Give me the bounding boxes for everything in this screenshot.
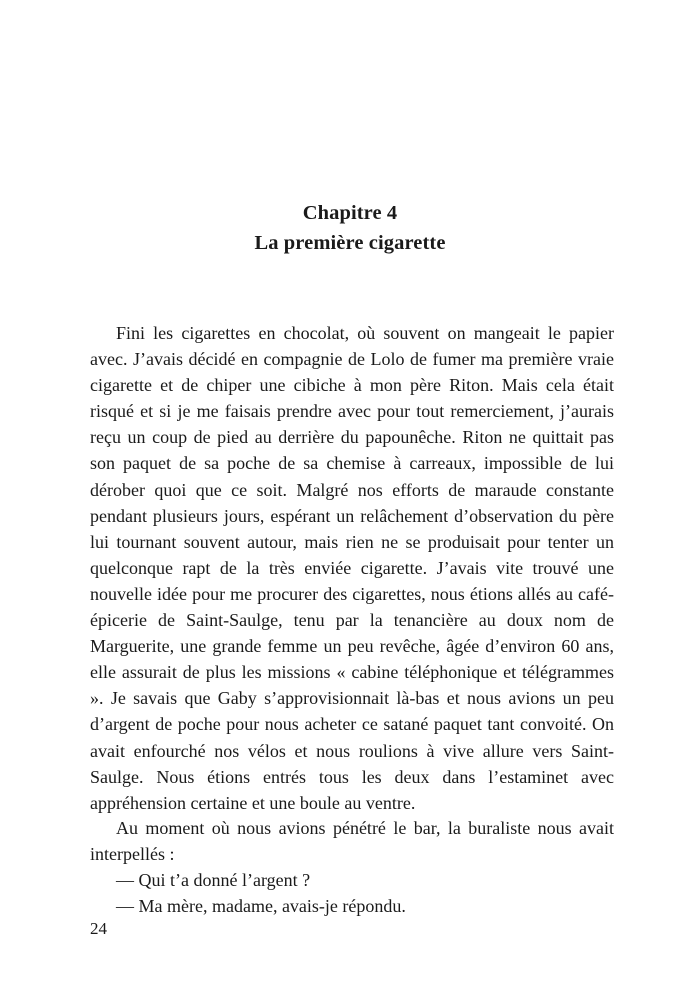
dialogue-line-2: — Ma mère, madame, avais-je répondu. — [116, 896, 406, 916]
chapter-heading — [0, 198, 700, 258]
page-number: 24 — [90, 919, 107, 938]
dialogue-line-1: — Qui t’a donné l’argent ? — [116, 870, 311, 890]
paragraph-2: Au moment où nous avions pénétré le bar, la buraliste nous avait interpellés : — [90, 818, 614, 865]
body-text — [90, 320, 614, 816]
body-text-continued — [90, 815, 614, 867]
chapter-title: La première cigarette — [254, 232, 446, 254]
chapter-number: Chapitre 4 — [302, 202, 398, 224]
paragraph-1: Fini les cigarettes en chocolat, où souvent on mangeait le papier avec. J’avais décidé en compagnie de Lolo de fumer ma première vraie cigarette et de chiper une cibiche à mon père Riton. Mais cela était risqué et si je me faisais prendre avec pour tout remerciement, j’aurais reçu un coup de pied au derrière du papounêche. Riton ne quittait pas son paquet de sa poche de sa chemise à carreaux, impossible de lui dérober quoi que ce soit. Malgré nos efforts de maraude constante pendant plusieurs jours, espérant un relâchement d’observation du père lui tournant souvent autour, mais rien ne se produisait pour tenter un quelconque rapt de la très enviée cigarette. J’avais vite trouvé une nouvelle idée pour me procurer des cigarettes, nous étions allés au café-épicerie de Saint-Saulge, tenu par la tenancière au doux nom de Marguerite, une grande femme un peu revêche, âgée d’environ 60 ans, elle assurait de plus les missions « cabine téléphonique et télégrammes ». Je savais que Gaby s’approvisionnait là-bas et nous avions un peu d’argent de poche pour nous acheter ce satané paquet tant convoité. On avait enfourché nos vélos et nous roulions à vive allure vers Saint-Saulge. Nous étions entrés tous les deux dans l’estaminet avec appréhension certaine et une boule au ventre. — [90, 323, 614, 813]
